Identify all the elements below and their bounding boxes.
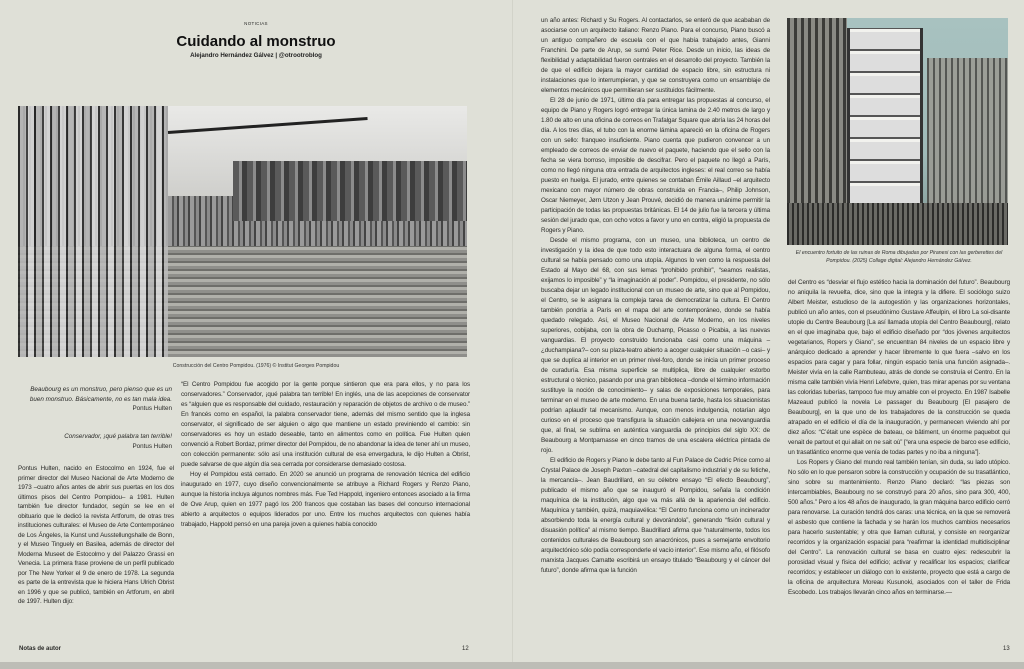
- author-notes: [18, 464, 174, 607]
- article-title: Cuidando al monstruo: [176, 33, 336, 50]
- collage-image: [787, 18, 1008, 245]
- paragraph: Desde el mismo programa, con un museo, una biblioteca, un centro de investigación y la idea de que todo esto interactuara de alguna forma, el centro cultural se había pensado como una utopía. Algunos lo ven como la respuesta del Estado al Mayo del 68, con sus lemas “prohibido prohibir”, “seamos realistas, exijamos lo imposible” y “la imaginación al poder”. Pompidou, el presidente, no sólo buscaba dejar un legado institucional con un museo de arte, sino que al Pompidou, el Centro, se le asignara la compleja tarea de democratizar la cultura. El Centro también pondría a París en el mapa del arte contemporáneo, donde se había quedado relegado. Así, el Museo Nacional de Arte Moderno, en los niveles superiores, cobijaba, con la obra de Duchamp, Picasso o Picabia, a las nuevas vanguardias. El proyecto construido funcionaba casi como una máquina –¿duchampiana?– con su plaza-teatro abierto a acoger cualquier situación –o casi– y que se duplica al interior en un primer nivel-foro, donde se inicia un primer proceso de curaduría. Esa misma superficie se multiplica, libre de cualquier estorbo estructural o técnico, pasando por una gran biblioteca –donde el término información sustituye la noción de conocimiento– y salas de exposiciones temporales, para terminar en el museo de arte moderno. En una buena tarde, hasta los situacionistas podrían aplaudir tal mecanismo. Aunque, con menos indulgencia, notarían algo curioso en el proceso que transfigura la situación callejera en una neovanguardia que, al final, se sublima en auténtica vanguardia de principios del siglo XX: de Beaubourg a Montparnasse en cinco tramos de una escalera eléctrica pintada de rojo.: [541, 237, 770, 454]
- epigraph-1: [20, 385, 172, 414]
- left-page: [0, 0, 512, 662]
- bottom-edge: [0, 662, 1024, 669]
- epigraph-author: Pontus Hulten: [132, 405, 172, 413]
- epigraph-author: Pontus Hulten: [132, 442, 172, 450]
- collage-caption: El encuentro fortuito de las ruinas de Roma dibujadas por Piranesi con las gerberettes del Pompidou. (2025) Collage digital: Alejandro Hernández Gálvez.: [795, 250, 1003, 264]
- byline: Alejandro Hernández Gálvez | @otrootroblog: [190, 52, 322, 59]
- body-column: [788, 278, 1010, 598]
- paragraph: un año antes: Richard y Su Rogers. Al contactarlos, se enteró de que acababan de asociarse con un arquitecto italiano: Renzo Piano. Para el concurso, Piano buscó a un antiguo compañero de escuela con el que había trabajado antes, Gianni Franchini. De parte de Arup, se sumó Peter Rice. Desde un inicio, las ideas de flexibilidad y adaptabilidad fueron centrales en el desarrollo del proyecto. También la de que el edificio dejara la mayor cantidad de espacio libre, sin estructura ni instalaciones que lo interrumpieran, y que se construyera como un ensamblaje de elementos mecánicos que permitieran ser sustituidos fácilmente.: [541, 17, 770, 94]
- paragraph: Hoy el Pompidou está cerrado. En 2020 se anunció un programa de renovación técnica del edificio inaugurado en 1977, cuyo diseño convencionalmente se atribuye a Richard Rogers y Renzo Piano, aunque la historia incluya algunos nombres más. Fue Ted Happold, ingeniero entonces asociado a la firma de Ove Arup, quien en 1977 pagó los 200 francos que costaban las bases del concurso internacional abierto a arquitectos o equipos liderados por uno. Entre los muchos arquitectos con quienes había trabajado, Happold pensó en una pareja joven a quienes había conocido: [181, 471, 470, 528]
- construction-photo: [18, 106, 467, 357]
- page-number: 12: [462, 646, 469, 652]
- paragraph: del Centro es “desviar el flujo estético hacia la dominación del futuro”. Beaubourg no aniquila la revuelta, dice, sino que la integra y la difiere. El sociólogo suizo Albert Meister, estudioso de la autogestión y las organizaciones horizontales, publicó un año antes, con el pseudónimo Gustave Affeulpin, el libro La soi-disante utopie du Centre Beaubourg [La así llamada utopía del Centro Beaubourg], relato en el que imaginaba que, bajo el edificio diseñado por “dos jóvenes arquitectos vegetarianos, Ropers y Giano”, se encuentran 84 niveles de un espacio libre y anárquico dedicado a aprender y hacer libremente lo que fuera –salvo en los espacios para cagar y para follar, ningún espacio tenía una función asignada–. Meister vivía en la calle Rambuteau, atrás de donde se construía el Centro. En la misma calle también vivía Henri Lefebvre, quien, tras mirar apenas por su ventana las coloridas tuberías, tampoco fue muy amable con el proyecto. En 1987 Isabelle Mazeaud publicó la novela Le passager du Beaubourg [El pasajero de Beaubourg], en la que uno de los trabajadores de la construcción se queda atrapado en el edificio el día de la inauguración, y permanecen viviendo ahí por diez años: “C’était une espèce de bateau, ce bâtiment, un énorme paquebot qui venait de partout et qui allait on ne sait où” [“era una especie de barco ese edificio, un trasatlántico enorme que venía de todas partes y no iba a ninguna”].: [788, 279, 1010, 456]
- epigraph-2: [20, 432, 172, 451]
- body-column: [181, 380, 470, 530]
- paragraph: El edificio de Rogers y Piano le debe tanto al Fun Palace de Cedric Price como al Crystal Palace de Joseph Paxton –catedral del capitalismo industrial y de su fetiche, la mercancía–. Jean Baudrillard, en su célebre ensayo “El efecto Beaubourg”, publicado el mismo año que se inauguró el Pompidou, señala la condición maquínica de la institución, algo que va más allá de la apariencia del edificio. Maquínica y también, quizá, maquiavélica: “El Centro funciona como un incinerador absorbiendo toda la energía cultural y devorándola”, generando “fisión cultural y disuasión política” al mismo tiempo. Baudrillard afirma que “naturalmente, todos los contenidos culturales de Beaubourg son anacrónicos, pues a semejante envoltorio arquitectónico sólo podía corresponderle el vacío interior”. Ese mismo año, el filósofo marxista Jacques Camatte escribirá un ensayo titulado “Beaubourg y el cáncer del futuro”, donde afirma que la función: [541, 457, 770, 574]
- epigraph-text: Beaubourg es un monstruo, pero pienso que es un buen monstruo. Básicamente, no es tan mala idea.: [29, 386, 172, 403]
- paragraph: El 28 de junio de 1971, último día para entregar las propuestas al concurso, el equipo de Piano y Rogers logró entregar la única lamina de 2.40 metros de largo y 1.80 de alto en una oficina de correos en Trafalgar Square que abría las 24 horas del día. A los tres días, el tubo con la enorme lámina apareció en la oficina de Rogers con un sello: franqueo insuficiente. Piano cuenta que pudieron convencer a un empleado de correos de enviar de nuevo el paquete, haciendo que el sello con la fecha se viera borroso, imposible de descifrar. Pero el paquete no llegó a París, como no llegó ninguna otra entrada de arquitectos ingleses: el real correo se había puesto en huelga. El jurado, entre quienes se contaban Émile Aillaud –el arquitecto mexicano con mayor número de obras construida en Francia–, Philip Johnson, Oscar Niemeyer, Jørn Utzon y Jean Prouvé, decidió de manera unánime permitir la participación de todas las propuestas británicas. El 14 de julio fue la tercera y última sesión del jurado que, con ocho votos a favor y uno en contra, eligió la propuesta de Rogers y Piano.: [541, 97, 770, 234]
- epigraph-text: Conservador, ¡qué palabra tan terrible!: [64, 433, 172, 440]
- section-label: NOTICIAS: [244, 21, 268, 26]
- notes-paragraph: Pontus Hulten, nacido en Estocolmo en 1924, fue el primer director del Museo Nacional de Arte Moderno de 1973 –cuatro años antes de abrir sus puertas en los dos últimos pisos del Centro Pompidou– a 1981. Hulten también fue director fundador, según se lee en el obituario que le dedicó la revista Artforum, de otras tres instituciones culturales: el Museo de Arte Contemporáneo de Los Ángeles, la Kunst und Ausstellungshalle de Bonn, y el Museo Tinguely en Basilea, además de director del Moderna Museet de Estocolmo y del Palazzo Grassi en Venecia. La primera frase proviene de un perfil publicado por The New Yorker el 9 de enero de 1978. La segunda es parte de la entrevista que le hiciera Hans Ulrich Obrist en 1996 y que se publicó, también en Artforum, en abril de 1997. Hulten dijo:: [18, 465, 174, 605]
- footer-label: Notas de autor: [19, 646, 62, 652]
- photo-caption: Construcción del Centro Pompidou. (1976) © Institut Georges Pompidou: [172, 363, 340, 369]
- page-number: 13: [1003, 646, 1010, 652]
- paragraph: Los Ropers y Giano del mundo real también tenían, sin duda, su lado utópico. No sólo en lo que pensaron sobre la construcción y ocupación de su trasatlántico, sino sobre su mantenimiento. Renzo Piano declaró: “las piezas son intercambiables, Beaubourg no se construyó para 20 años, sino para 300, 400, 500 años.” Pero a los 48 años de inaugurado, la gran máquina barco edificio cerró para renovarse. La curación tendrá dos caras: una técnica, en la que se removerá el asbesto que contiene la fachada y se harán los muchos cambios necesarios para hacerlo sustentable; y otra que llaman cultural, y consiste en reorganizar recorridos y la organización espacial para “reafirmar la identidad multidisciplinar del Centro”. La renovación cultural se basa en cuatro ejes: redescubrir la porosidad visual y física del edificio; activar y recalificar los espacios; clarificar recorridos; y establecer un diálogo con lo existente, proyecto que está a cargo de la oficina de arquitectura Moreau Kusunoki, asociados con el taller de Frida Escobedo. Los trabajos llevarán cinco años en terminarse.—: [788, 459, 1010, 596]
- paragraph: “El Centro Pompidou fue acogido por la gente porque sintieron que era para ellos, y no para los conservadores.” Conservador, ¡qué palabra tan terrible! En inglés, una de las acepciones de conservator es “alguien que es responsable del cuidado, restauración y reparación de objetos de archivo o de museo.” En francés como en español, la palabra conservador tiene, además del mismo sentido que la inglesa conservator, el significado de ser alguien o algo que mantiene un estado previniendo el cambio: sin conservadores es hoy un estado deseable, tanto en alimentos como en política. Fue Hulten quien convenció a Robert Bordaz, primer director del Pompidou, de no abandonar la idea de tener ahí un museo, con colección permanente: sólo así una institución cultural de esa envergadura, le dijo Hulten a Obrist, puede salvarse de que algún día sea cerrada por considerarse demasiado costosa.: [181, 381, 470, 468]
- body-column: [541, 16, 770, 576]
